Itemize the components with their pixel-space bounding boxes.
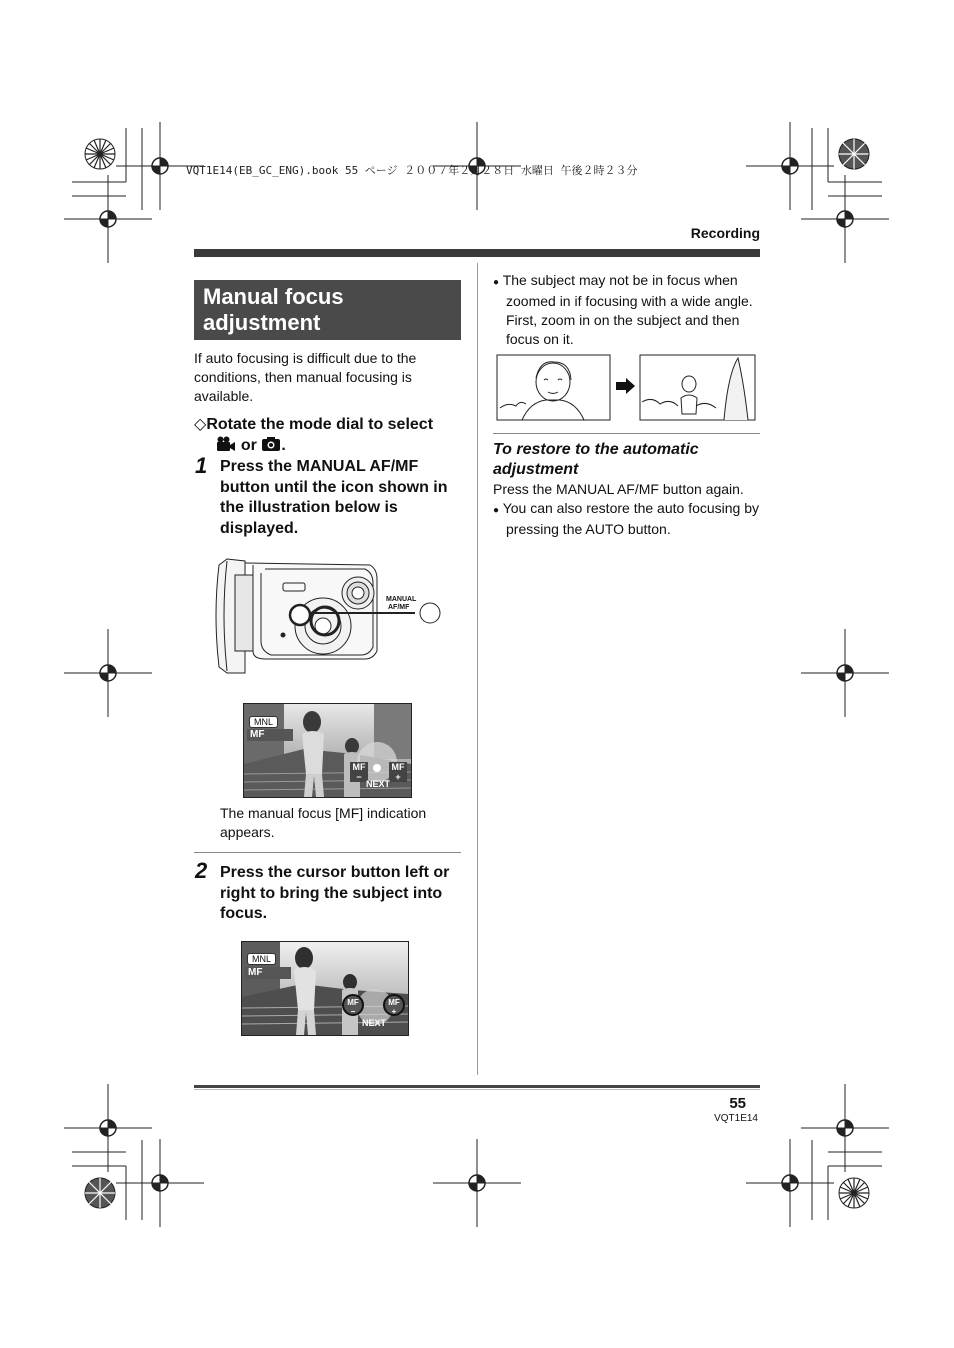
step-1-text: Press the MANUAL AF/MF button until the icon shown in the illustration below is displayed. — [220, 458, 448, 537]
diamond-bullet: ◇ — [194, 416, 207, 433]
arrow-right-icon — [616, 378, 635, 394]
video-camera-icon — [216, 436, 236, 452]
mode-instruction-prefix: Rotate the mode dial to select — [206, 416, 434, 433]
bottom-bar-thin — [194, 1089, 760, 1090]
column-divider — [477, 263, 478, 1075]
divider-left — [194, 852, 461, 853]
mf-plus-icon: MF + — [383, 994, 405, 1016]
model-code: VQT1E14 — [714, 1113, 758, 1124]
screen-1 — [243, 703, 412, 798]
mf-indicator: MF — [245, 967, 291, 979]
step-2-text: Press the cursor button left or right to bring the subject into focus. — [220, 864, 450, 922]
mf-plus-icon: MF + — [389, 762, 407, 782]
divider-right — [493, 433, 760, 434]
mf-minus-icon: MF − — [342, 994, 364, 1016]
still-camera-icon — [261, 436, 281, 452]
top-bar — [194, 249, 760, 257]
next-label: NEXT — [366, 779, 391, 789]
mnl-indicator: MNL — [249, 716, 278, 728]
mf-minus-icon: MF − — [350, 762, 368, 782]
zoom-illustration — [496, 354, 758, 422]
mode-instruction-or: or — [240, 437, 257, 454]
page-number: 55 — [729, 1095, 746, 1112]
manual-button-label-2: AF/MF — [388, 604, 410, 611]
mode-instruction — [194, 414, 462, 456]
intro-text: If auto focusing is difficult due to the conditions, then manual focusing is available. — [194, 350, 417, 404]
screen-2 — [241, 941, 409, 1036]
camera-illustration — [205, 555, 445, 680]
mf-indicator: MF — [247, 729, 293, 741]
step-2-number: 2 — [195, 858, 208, 883]
step-1-number: 1 — [195, 453, 208, 478]
mnl-indicator: MNL — [247, 953, 276, 965]
restore-heading: To restore to the automatic adjustment — [493, 441, 699, 478]
print-header: VQT1E14(EB_GC_ENG).book 55 ページ ２００７年２月２８日 水曜日 午後２時２３分 — [186, 164, 638, 177]
page-title: Manual focus adjustment — [194, 280, 461, 340]
next-label: NEXT — [362, 1018, 387, 1028]
mode-instruction-end: . — [281, 437, 286, 454]
restore-text: Press the MANUAL AF/MF button again. — [493, 481, 744, 497]
bottom-bar — [194, 1085, 760, 1088]
right-bullet-1: ● The subject may not be in focus when zoomed in if focusing with a wide angle. First, zoom in on the subject and then focus on it. — [493, 272, 753, 347]
restore-bullet: ● You can also restore the auto focusing by pressing the AUTO button. — [493, 500, 760, 537]
manual-button-label-1: MANUAL — [386, 596, 417, 603]
section-label: Recording — [690, 225, 760, 241]
caption-1: The manual focus [MF] indication appears. — [220, 805, 427, 840]
